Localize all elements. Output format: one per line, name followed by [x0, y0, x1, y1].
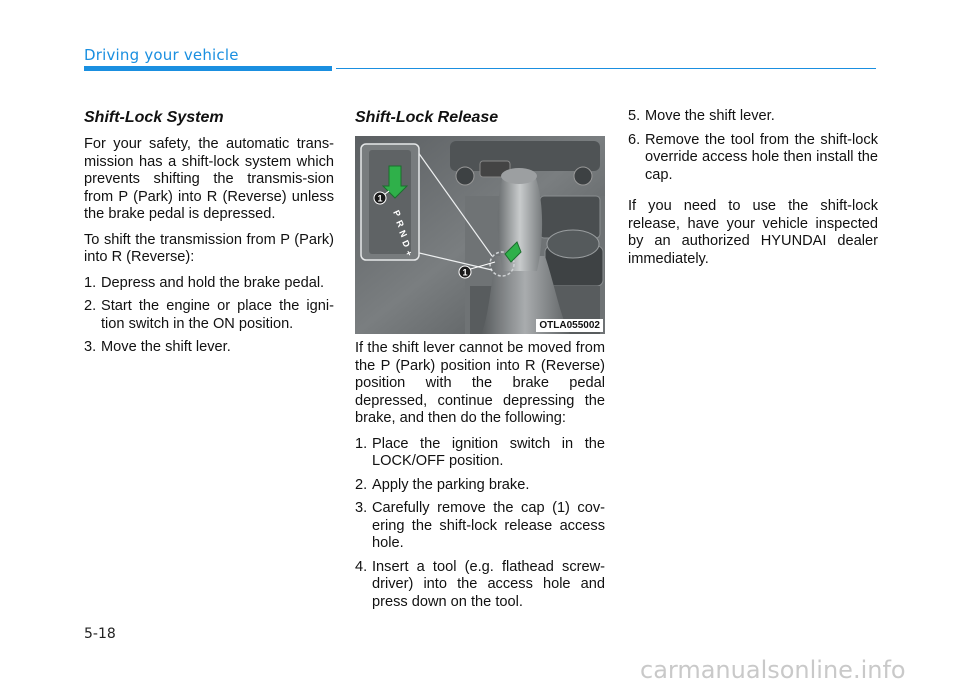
section-title: Driving your vehicle — [84, 46, 239, 64]
column-continued — [628, 108, 878, 276]
step-number: 4. — [355, 558, 368, 575]
step-item — [355, 559, 605, 612]
step-number: 1. — [84, 274, 97, 291]
shift-lever-illustration — [355, 136, 605, 334]
paragraph: If the shift lever cannot be moved from the P (Park) position into R (Reverse) position with the brake pedal depressed, continue depressing the brake, and then do the following: — [355, 340, 605, 426]
step-text: Place the ignition switch in the LOCK/OFF position. — [372, 435, 605, 469]
gear-letter: D — [400, 238, 412, 249]
step-text: Remove the tool from the shift-lock override access hole then install the cap. — [645, 131, 878, 183]
step-number: 6. — [628, 131, 641, 148]
step-number: 1. — [355, 435, 368, 452]
step-number: 3. — [355, 500, 368, 516]
paragraph: For your safety, the automatic trans-mission has a shift-lock system which prevents shifting the transmis-sion from P (Park) into R (Reverse) unless the brake pedal is depressed. — [84, 136, 334, 222]
column-shift-lock-release — [355, 108, 605, 617]
step-item — [84, 298, 334, 333]
step-item — [628, 108, 878, 126]
paragraph: To shift the transmission from P (Park) into R (Reverse): — [84, 231, 334, 265]
heading-shift-lock-release: Shift-Lock Release — [355, 109, 499, 126]
step-text: Move the shift lever. — [645, 108, 775, 124]
gear-letter: R — [394, 218, 406, 229]
step-text: Move the shift lever. — [101, 339, 231, 355]
gear-letter: + — [403, 248, 415, 258]
step-number: 5. — [628, 108, 641, 124]
step-text: Apply the parking brake. — [372, 476, 530, 493]
step-number: 2. — [355, 476, 368, 493]
header-rule-thin — [336, 68, 876, 69]
watermark: carmanualsonline.info — [640, 656, 906, 684]
header-rule-thick — [84, 66, 332, 71]
gear-letter: N — [397, 228, 409, 239]
step-text: Depress and hold the brake pedal. — [101, 274, 325, 291]
step-item — [355, 436, 605, 471]
step-item — [84, 339, 334, 357]
step-item — [355, 477, 605, 495]
paragraph: If you need to use the shift-lock release, have your vehicle inspected by an authorized HYUNDAI dealer immediately. — [628, 198, 878, 267]
step-item — [628, 132, 878, 185]
page-number: 5-18 — [84, 626, 116, 642]
shift-lever-figure — [355, 136, 605, 334]
step-text: Carefully remove the cap (1) cov-ering the shift-lock release access hole. — [372, 500, 605, 551]
gear-letter: P — [391, 208, 403, 219]
step-number: 3. — [84, 339, 97, 355]
column-shift-lock-system — [84, 108, 334, 363]
step-text: Start the engine or place the igni-tion switch in the ON position. — [101, 298, 334, 332]
svg-text:1: 1 — [462, 267, 468, 278]
figure-code: OTLA055002 — [536, 319, 603, 332]
step-item — [355, 500, 605, 553]
svg-text:1: 1 — [377, 193, 383, 204]
step-text: Insert a tool (e.g. flathead screw-driver) into the access hole and press down on the tool. — [372, 558, 605, 610]
heading-shift-lock-system: Shift-Lock System — [84, 109, 224, 126]
step-item — [84, 275, 334, 293]
step-number: 2. — [84, 298, 97, 314]
